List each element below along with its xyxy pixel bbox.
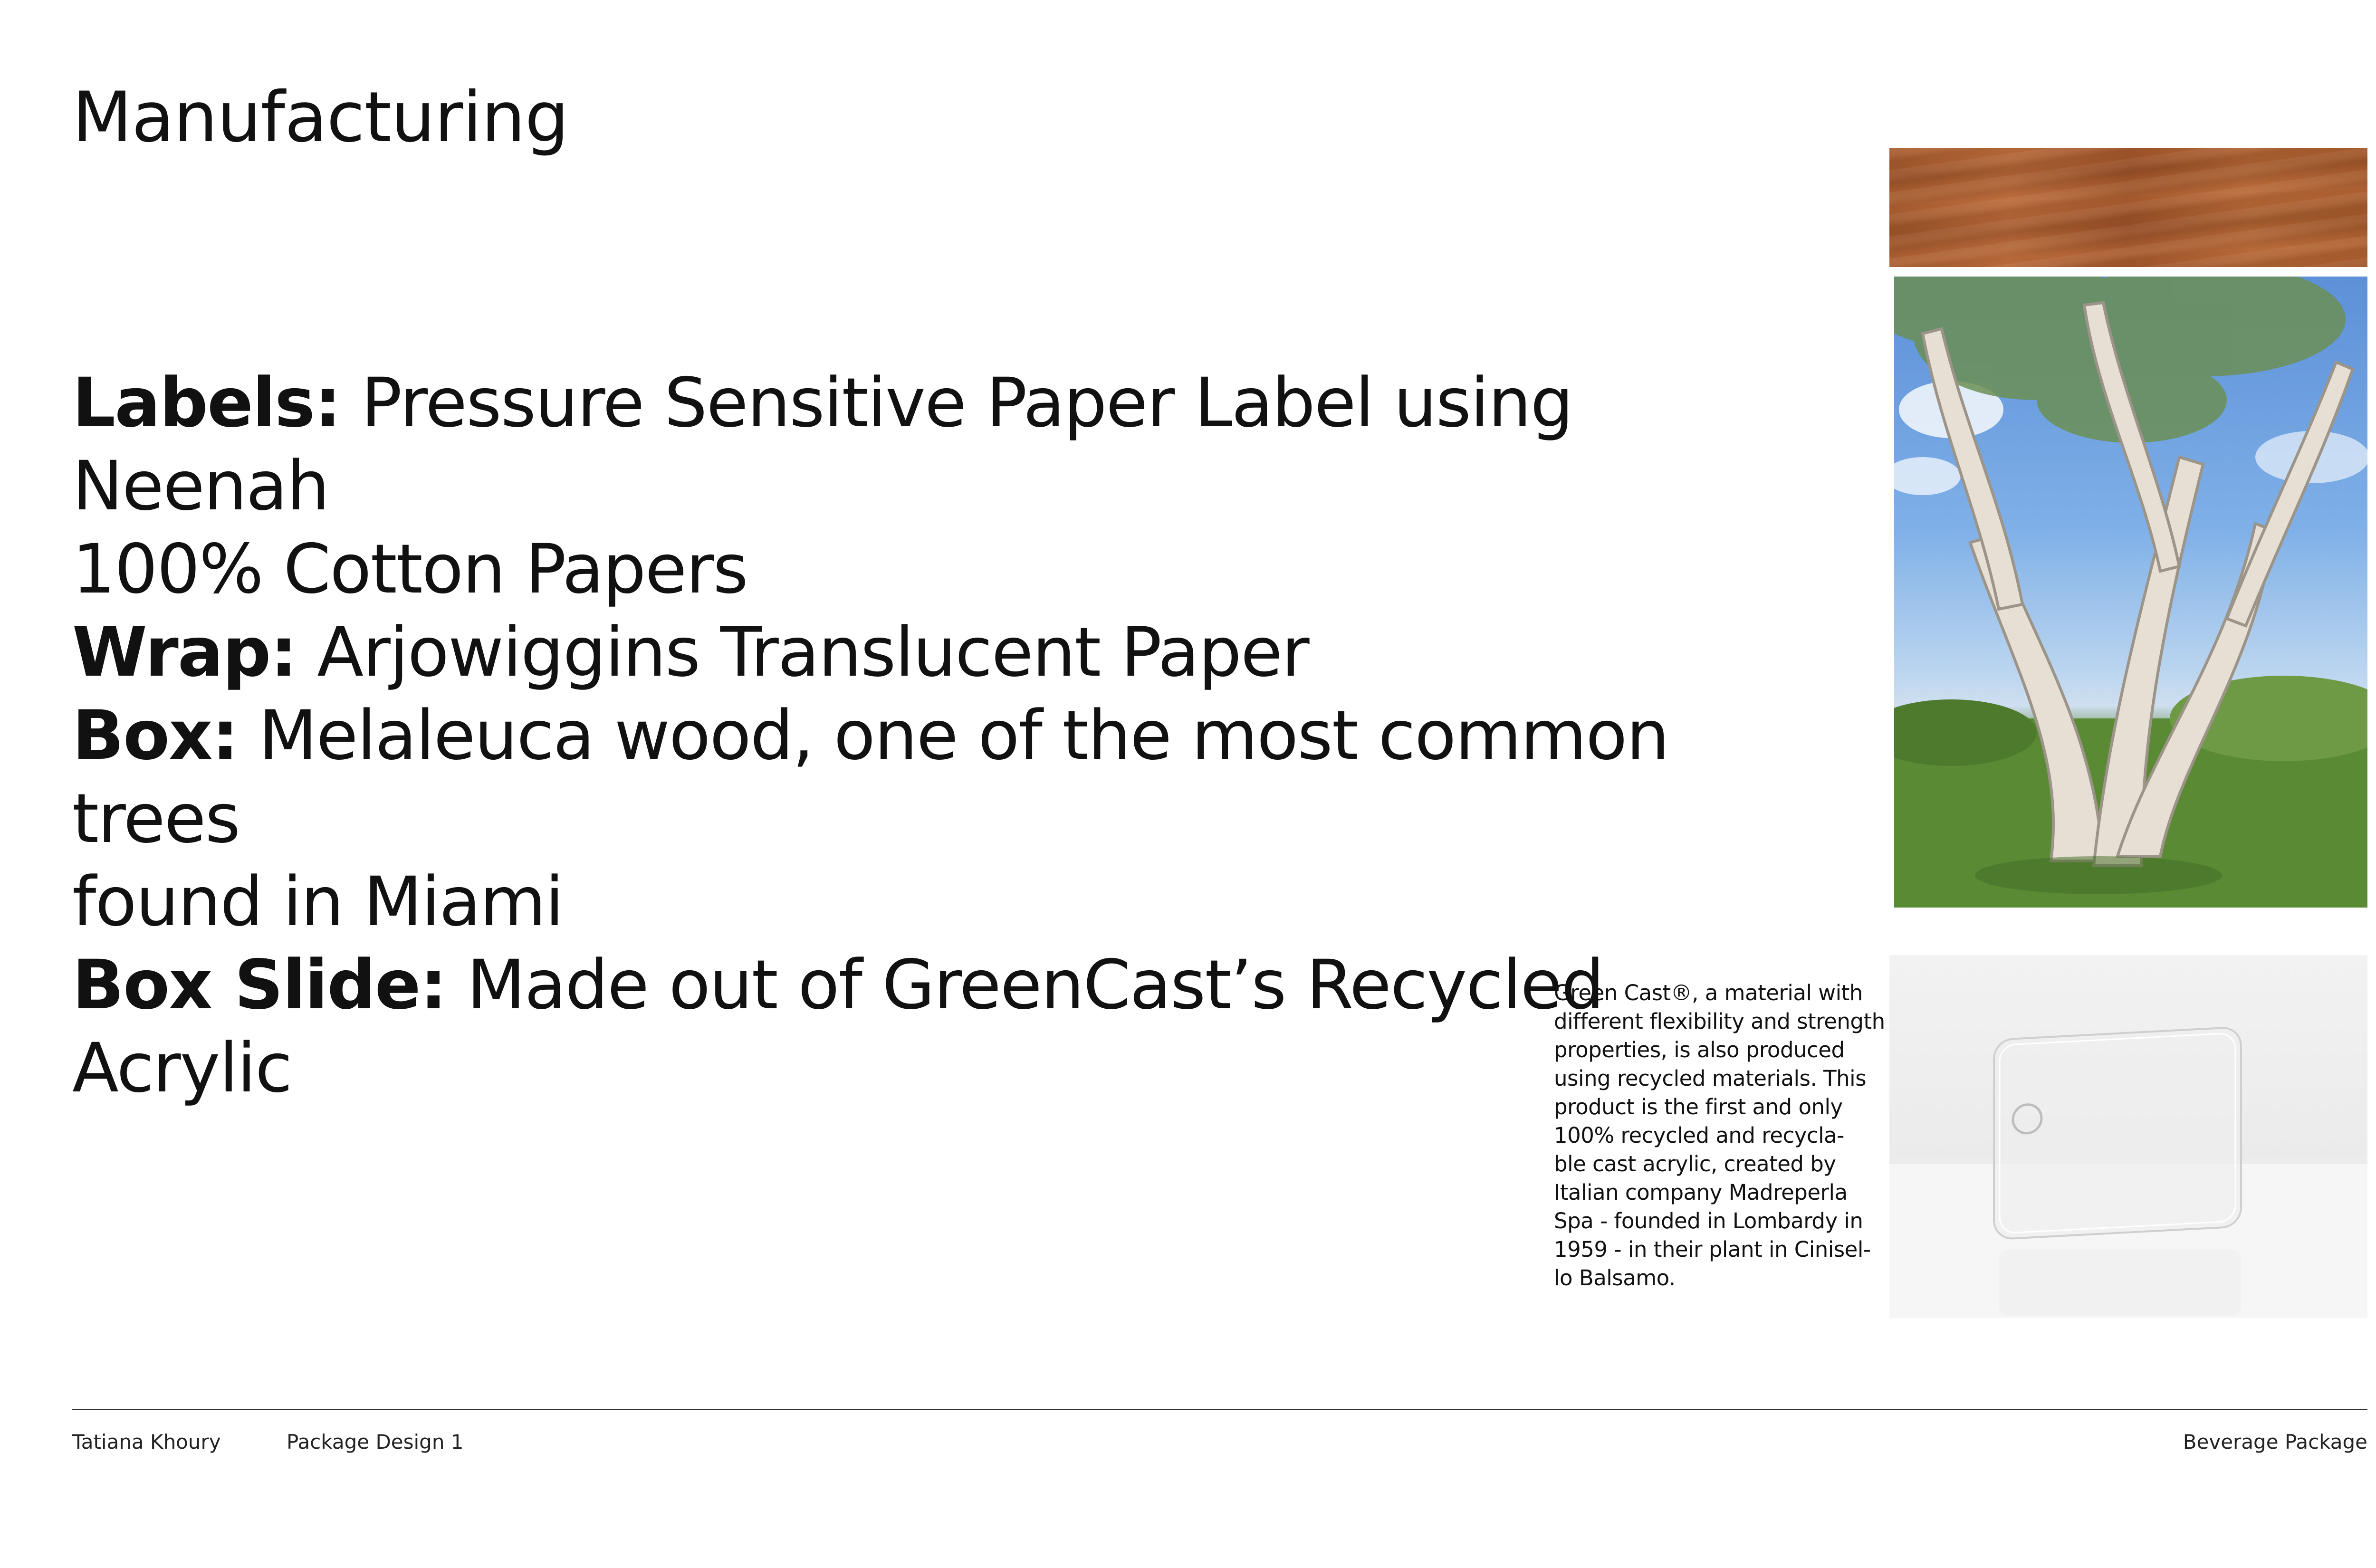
- acrylic-caption: [1554, 979, 1887, 1292]
- spec-value: found in Miami: [72, 862, 563, 941]
- caption-line: different flexibility and strength: [1554, 1009, 1885, 1034]
- acrylic-illustration: [1889, 955, 2367, 1318]
- caption-line: 1959 - in their plant in Cinisel-: [1554, 1237, 1871, 1262]
- spec-labels-continued: [72, 527, 1830, 611]
- page-title: Manufacturing: [72, 77, 569, 158]
- spec-label: Wrap:: [72, 612, 297, 692]
- caption-line: using recycled materials. This: [1554, 1066, 1867, 1091]
- spec-value: 100% Cotton Papers: [72, 529, 747, 609]
- melaleuca-tree-photo: [1894, 277, 2367, 908]
- spec-labels: [72, 361, 1830, 527]
- spec-value: Melaleuca wood, one of the most common trees: [72, 696, 1669, 858]
- footer-divider: [72, 1409, 2367, 1410]
- footer-author: Tatiana Khoury: [72, 1430, 221, 1453]
- footer-course: Package Design 1: [287, 1430, 464, 1453]
- footer-project: Beverage Package: [2183, 1430, 2367, 1453]
- caption-line: ble cast acrylic, created by: [1554, 1151, 1836, 1176]
- spec-box-continued: [72, 860, 1830, 943]
- tree-illustration: [1894, 277, 2367, 908]
- caption-line: Spa - founded in Lombardy in: [1554, 1208, 1863, 1233]
- caption-line: 100% recycled and recycla-: [1554, 1123, 1844, 1148]
- spec-value: Pressure Sensitive Paper Label using Neenah: [72, 363, 1573, 526]
- wood-texture-image: [1889, 148, 2367, 267]
- caption-line: properties, is also produced: [1554, 1037, 1845, 1062]
- caption-line: Italian company Madreperla: [1554, 1180, 1848, 1205]
- spec-label: Labels:: [72, 363, 341, 442]
- caption-line: Green Cast®, a material with: [1554, 980, 1863, 1005]
- caption-line: lo Balsamo.: [1554, 1265, 1676, 1291]
- spec-label: Box Slide:: [72, 945, 446, 1024]
- spec-wrap: [72, 611, 1830, 694]
- spec-label: Box:: [72, 696, 238, 775]
- acrylic-sheet-photo: [1889, 955, 2367, 1318]
- caption-line: product is the first and only: [1554, 1094, 1843, 1119]
- spec-box: [72, 694, 1830, 860]
- spec-value: Arjowiggins Translucent Paper: [317, 612, 1309, 692]
- spec-value: Made out of GreenCast’s Recycled Acrylic: [72, 945, 1604, 1108]
